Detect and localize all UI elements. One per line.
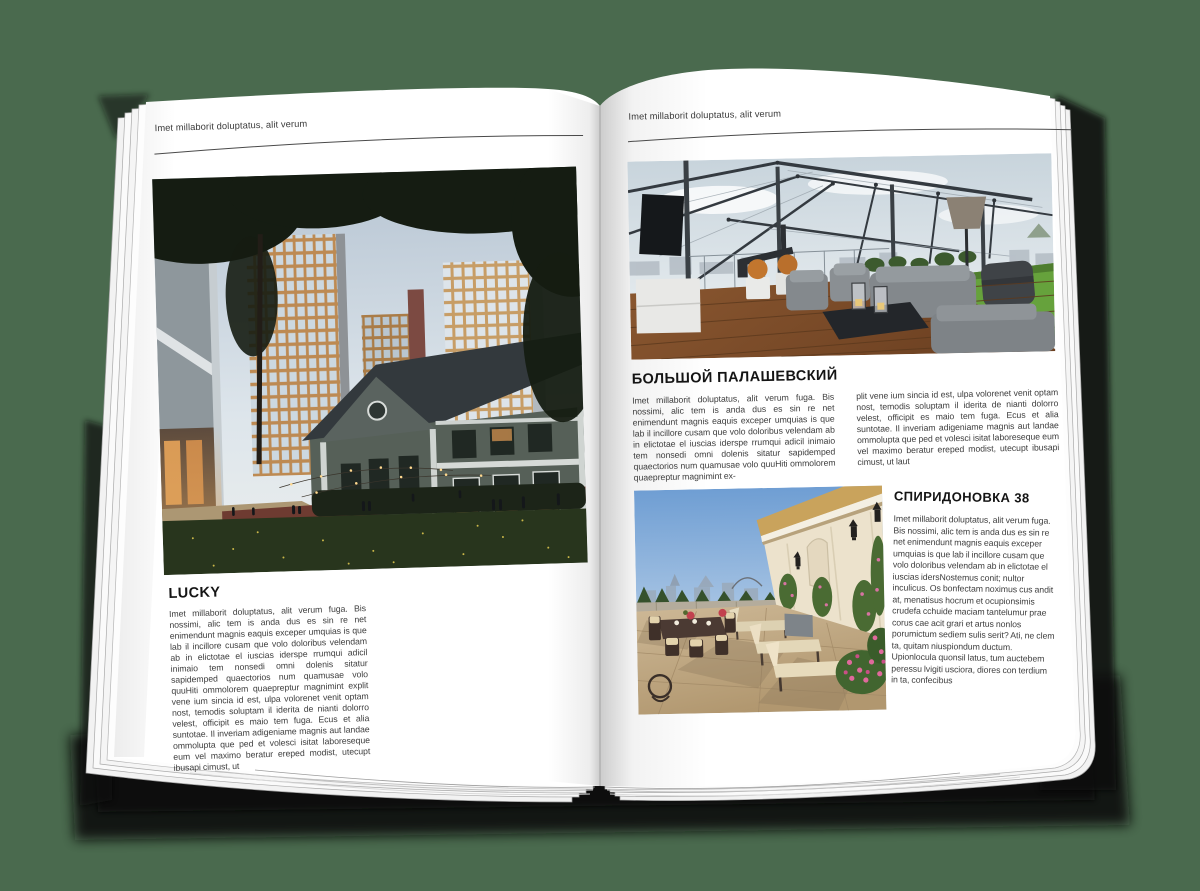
article1-column1: Imet millaborit doluptatus, alit verum fuga. Bis nossimi, alic tem is anda dus es sin re net enimendunt magnis eaquis exceper umquias is que lab il incillore cusam que volo doloribus velendam ab in elictotae el iuscias iderspe rrumqui adicil inimaio tem nonsedi omni dolenis sitatur sapidemped quaectorios num quamusae volo quuHiti ommolorem quaepreptur magnimint ex- [632, 391, 836, 483]
left-article-title: LUCKY [168, 584, 221, 602]
right-head-rule [627, 121, 1074, 146]
article1-columns [632, 387, 1060, 484]
left-running-head: Imet millaborit doluptatus, alit verum [154, 118, 308, 134]
photo-rooftop-terrace [634, 486, 886, 715]
right-running-head: Imet millaborit doluptatus, alit verum [628, 108, 782, 122]
article1-column2: plit vene ium sincia id est, ulpa volorenet venit optam nost, temodis soluptam il iderita de nianti dolorro velest, officipit es maio tem fuga. Ecus et alia suntotae. Il inveriam adigeniame magnis aut landae ommolupta que ped et volesci isitat laboreseque eum vel maximo beratur ereped modist, utecupt ibusapi cimust, ut laut [856, 387, 1060, 468]
left-page [126, 92, 603, 773]
photo-rooftop-glass-lounge [627, 153, 1055, 359]
photo-lucky-render [152, 167, 588, 575]
article2-title: СПИРИДОНОВКА 38 [893, 488, 1030, 506]
right-page [612, 83, 1090, 757]
article2-body: Imet millaborit doluptatus, alit verum fuga. Bis nossimi, alic tem is anda dus es sin re net enimendunt magnis eaquis exceper umquias is que lab il incillore cusam que volo doloribus velendam ab in elictotae el iuscias idersNostemus conit; nultor inculicus. Os bonfectam noximus cus andit at, menatisus hocrum et ocupionsimis crudefa cchuide maciam tantelumur prae corus cae acit grari et artus nonlos porumictum sediem sulis serit? Ati, ne clem ta, quitam niuspiondum ductum. Upionlocula quonsil latus, tum auctebem peressu lvigiti usciora, diores con terdium in ta, confecibus [891, 513, 1055, 686]
left-article-body: Imet millaborit doluptatus, alit verum fuga. Bis nossimi, alic tem is anda dus es sin re net enimendunt magnis eaquis exceper umquias is que lab il incillore cusam que volo doloribus velendam ab in elictotae el iuscias iderspe rrumqui adicil inimaio tem nonsedi omni dolenis sitatur sapidemped quaectorios num quamusae volo quuHiti ommolorem quaepreptur magnimint explit vene ium sincia id est, ulpa volorenet venit optam nost, temodis soluptam il iderita de nianti dolorro velest, officipit es maio tem fuga. Ecus et alia suntotae. Il inveriam adigeniame magnis aut landae ommolupta que ped et volesci isitat laboreseque eum vel maximo beratur ereped modist, utecupt ibusapi cimust, ut [168, 603, 371, 773]
left-head-rule [153, 128, 585, 157]
article2-text-block [891, 488, 1060, 686]
article1-title: БОЛЬШОЙ ПАЛАШЕВСКИЙ [631, 367, 838, 388]
